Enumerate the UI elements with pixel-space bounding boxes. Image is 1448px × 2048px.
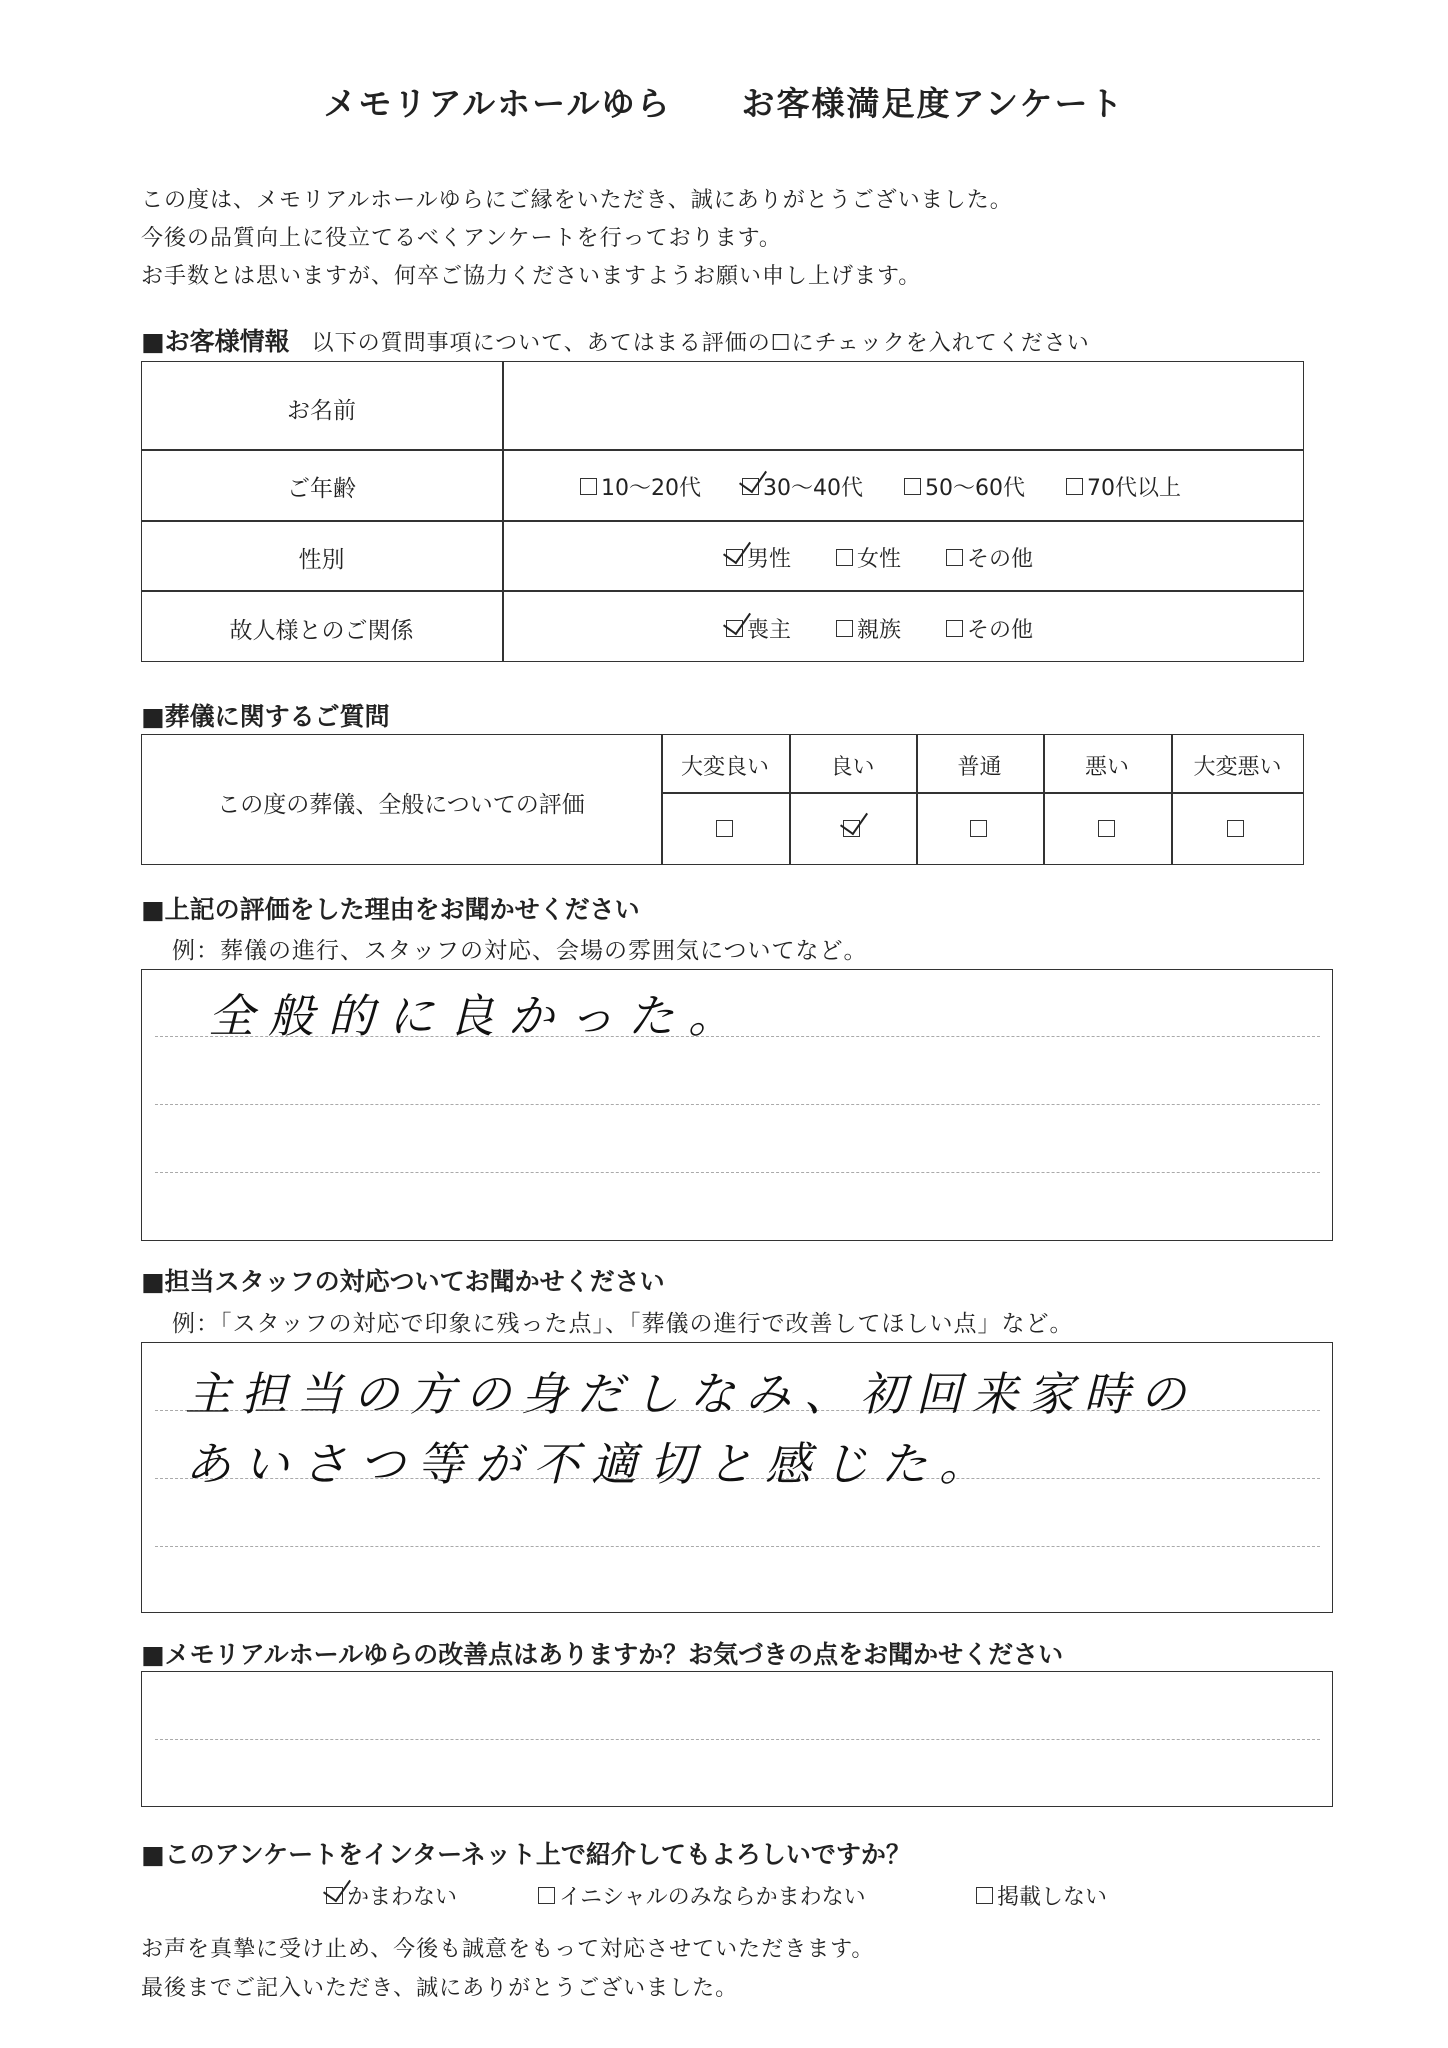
checkbox-checked[interactable] (326, 1887, 343, 1904)
checkbox[interactable] (836, 620, 853, 637)
relation-option-chief-mourner[interactable]: 喪主 (726, 613, 791, 644)
checkbox[interactable] (946, 620, 963, 637)
internet-option-initials[interactable]: イニシャルのみならかまわない (538, 1880, 866, 1911)
gender-option-other[interactable]: その他 (946, 542, 1033, 573)
intro-line-3: お手数とは思いますが、何卒ご協力くださいますようお願い申し上げます。 (141, 264, 922, 289)
funeral-heading: ■葬儀に関するご質問 (141, 702, 390, 731)
internet-option-ok[interactable]: かまわない (326, 1880, 457, 1911)
footer-line-2: 最後までご記入いただき、誠にありがとうございました。 (141, 1976, 739, 2001)
relation-option-other[interactable]: その他 (946, 613, 1033, 644)
survey-name: お客様満足度アンケート (741, 84, 1125, 123)
checkbox[interactable] (946, 549, 963, 566)
checkbox[interactable] (904, 478, 921, 495)
checkbox-checked[interactable] (742, 478, 759, 495)
intro-line-2: 今後の品質向上に役立てるべくアンケートを行っております。 (141, 226, 782, 251)
gender-option-male[interactable]: 男性 (726, 542, 791, 573)
internet-heading: ■このアンケートをインターネット上で紹介してもよろしいですか？ (141, 1840, 911, 1869)
reason-heading: ■上記の評価をした理由をお聞かせください (141, 895, 640, 924)
staff-handwritten-line-2: あいさつ等が不適切と感じた。 (185, 1437, 997, 1491)
internet-option-no[interactable]: 掲載しない (976, 1880, 1107, 1911)
intro-line-1: この度は、メモリアルホールゆらにご縁をいただき、誠にありがとうございました。 (141, 188, 1013, 213)
age-label: ご年齢 (287, 476, 356, 502)
age-option-10-20[interactable]: 10～20代 (580, 471, 701, 502)
customer-info-instruction: 以下の質問事項について、あてはまる評価の☐にチェックを入れてください (311, 331, 1090, 356)
reason-handwritten-answer: 全般的に良かった。 (208, 989, 748, 1043)
rating-label-very-bad: 大変悪い (1193, 755, 1282, 780)
checkbox[interactable] (538, 1887, 555, 1904)
rating-checkbox-very-bad[interactable] (1227, 820, 1244, 837)
rating-label-bad: 悪い (1084, 755, 1129, 780)
staff-handwritten-line-1: 主担当の方の身だしなみ、初回来家時の (185, 1367, 1196, 1421)
age-option-30-40[interactable]: 30～40代 (742, 471, 863, 502)
age-option-50-60[interactable]: 50～60代 (904, 471, 1025, 502)
rating-label-good: 良い (830, 755, 875, 780)
name-label: お名前 (287, 398, 356, 424)
rating-checkbox-bad[interactable] (1098, 820, 1115, 837)
checkbox-checked[interactable] (726, 549, 743, 566)
relation-label: 故人様とのご関係 (229, 618, 414, 644)
staff-heading: ■担当スタッフの対応ついてお聞かせください (141, 1267, 665, 1296)
customer-info-heading: ■お客様情報 以下の質問事項について、あてはまる評価の☐にチェックを入れてください (141, 327, 1090, 356)
rating-label-very-good: 大変良い (680, 755, 769, 780)
rating-checkbox-very-good[interactable] (716, 820, 733, 837)
gender-label: 性別 (298, 547, 345, 573)
rating-checkbox-average[interactable] (970, 820, 987, 837)
gender-option-female[interactable]: 女性 (836, 542, 901, 573)
hall-name: メモリアルホールゆら (323, 84, 672, 123)
relation-option-relative[interactable]: 親族 (836, 613, 901, 644)
checkbox[interactable] (976, 1887, 993, 1904)
checkbox[interactable] (836, 549, 853, 566)
rating-label-average: 普通 (957, 755, 1002, 780)
checkbox[interactable] (580, 478, 597, 495)
checkbox[interactable] (1066, 478, 1083, 495)
funeral-question: この度の葬儀、全般についての評価 (217, 792, 585, 818)
name-field[interactable] (504, 363, 1302, 448)
rating-checkbox-good[interactable] (843, 820, 860, 837)
checkbox-checked[interactable] (726, 620, 743, 637)
page-title (0, 78, 1448, 125)
reason-example: 例：葬儀の進行、スタッフの対応、会場の雰囲気についてなど。 (172, 938, 868, 964)
staff-example: 例：「スタッフの対応で印象に残った点」、「葬儀の進行で改善してほしい点」など。 (172, 1311, 1074, 1337)
improve-heading: ■メモリアルホールゆらの改善点はありますか？お気づきの点をお聞かせください (141, 1640, 1064, 1669)
footer-line-1: お声を真摯に受け止め、今後も誠意をもって対応させていただきます。 (141, 1937, 875, 1962)
age-option-70-plus[interactable]: 70代以上 (1066, 471, 1181, 502)
